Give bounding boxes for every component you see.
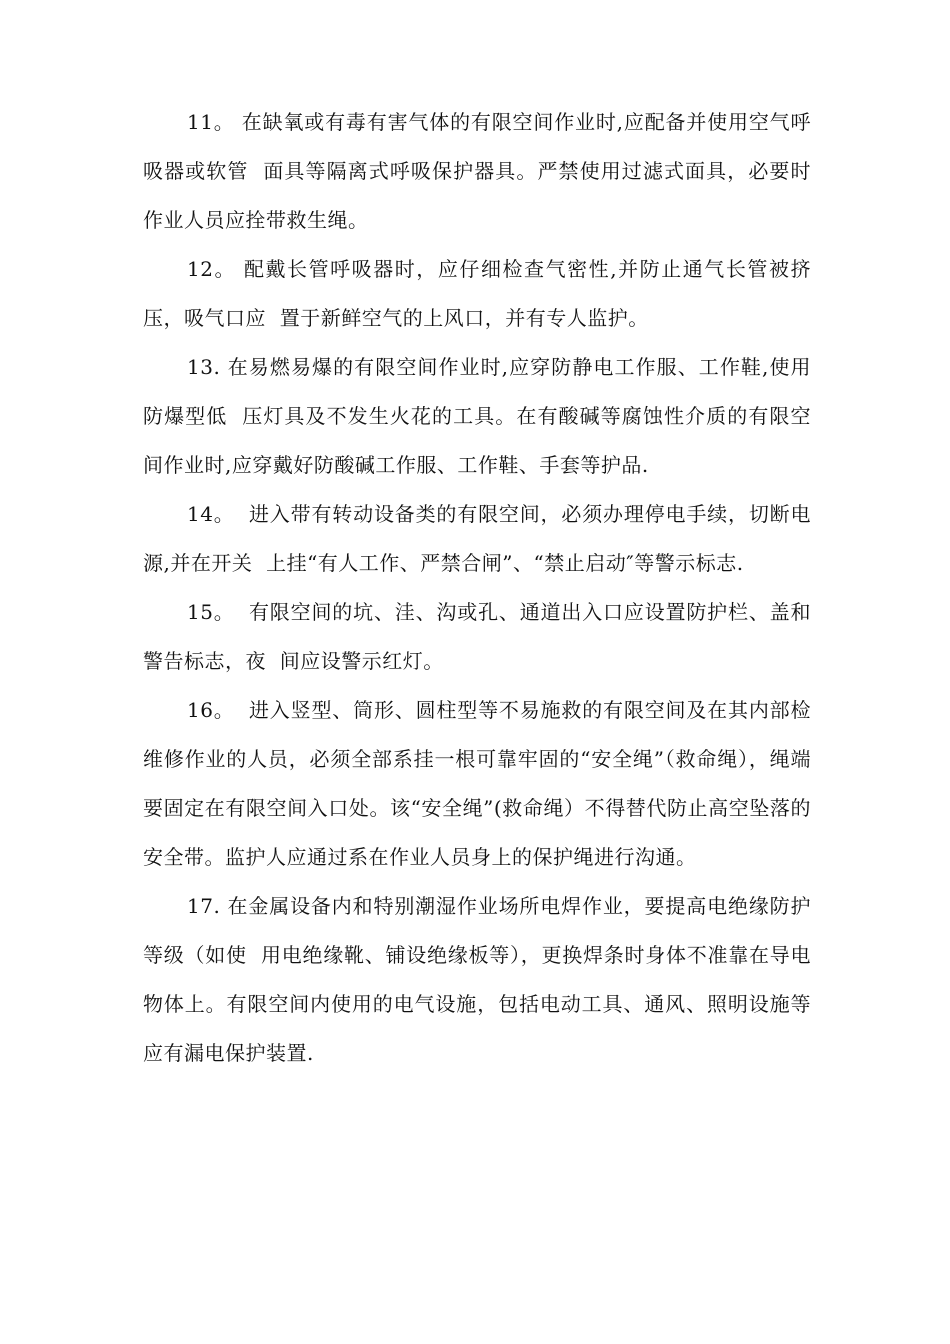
document-body xyxy=(143,98,811,1078)
paragraph-item-11: 11。 在缺氧或有毒有害气体的有限空间作业时,应配备并使用空气呼吸器或软管 面具等隔离式呼吸保护器具。严禁使用过滤式面具，必要时作业人员应拴带救生绳。 xyxy=(143,110,811,232)
paragraph-item-14: 14。 进入带有转动设备类的有限空间，必须办理停电手续，切断电源,并在开关 上挂“有人工作、严禁合闸”、“禁止启动″等警示标志. xyxy=(143,502,811,575)
paragraph-item-13: 13. 在易燃易爆的有限空间作业时,应穿防静电工作服、工作鞋,使用防爆型低 压灯具及不发生火花的工具。在有酸碱等腐蚀性介质的有限空间作业时,应穿戴好防酸碱工作服、工作鞋、手套等护品. xyxy=(143,355,811,477)
paragraph-item-17: 17. 在金属设备内和特别潮湿作业场所电焊作业，要提高电绝缘防护等级（如使 用电绝缘靴、铺设绝缘板等），更换焊条时身体不准靠在导电物体上。有限空间内使用的电气设施，包括电动工具、通风、照明设施等应有漏电保护装置. xyxy=(143,894,811,1065)
paragraph-item-12: 12。 配戴长管呼吸器时，应仔细检查气密性,并防止通气长管被挤压，吸气口应 置于新鲜空气的上风口，并有专人监护。 xyxy=(143,257,811,330)
paragraph-item-16: 16。 进入竖型、筒形、圆柱型等不易施救的有限空间及在其内部检维修作业的人员，必须全部系挂一根可靠牢固的“安全绳”（救命绳），绳端要固定在有限空间入口处。该“安全绳”(救命绳）不得替代防止高空坠落的安全带。监护人应通过系在作业人员身上的保护绳进行沟通。 xyxy=(143,698,811,869)
paragraph-item-15: 15。 有限空间的坑、洼、沟或孔、通道出入口应设置防护栏、盖和警告标志，夜 间应设警示红灯。 xyxy=(143,600,811,673)
